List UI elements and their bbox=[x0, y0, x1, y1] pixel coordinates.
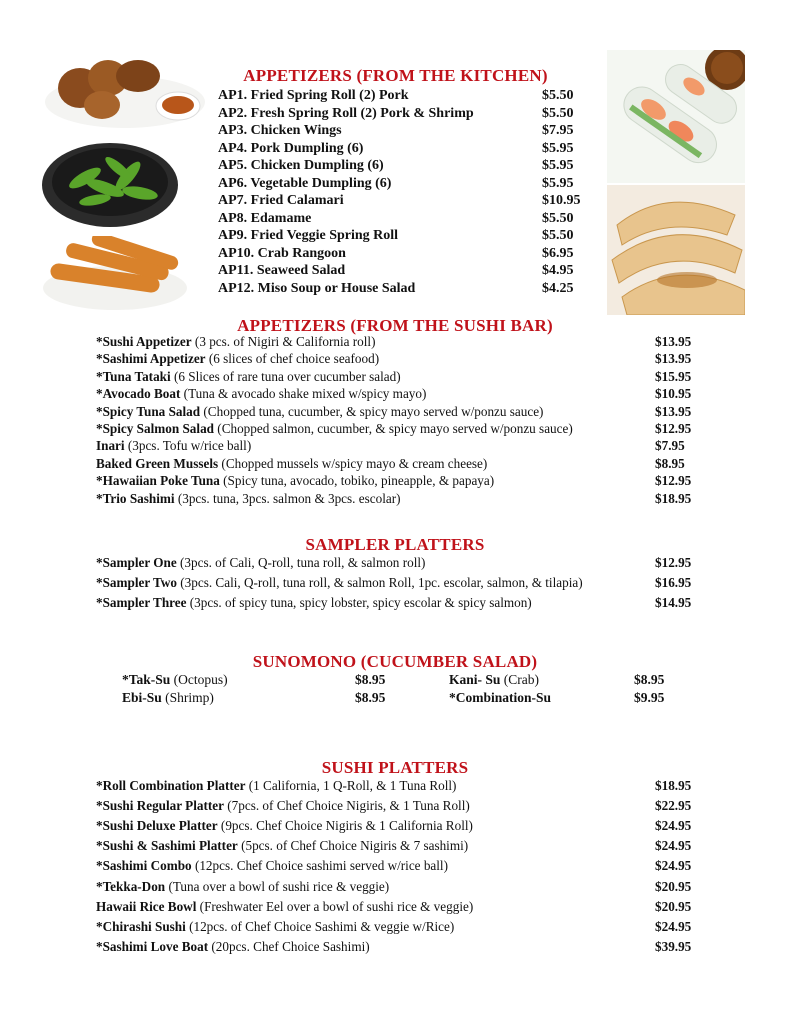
menu-item bbox=[96, 575, 583, 591]
menu-item-description: (3pcs. Cali, Q-roll, tuna roll, & salmon Roll, 1pc. escolar, salmon, & tilapia) bbox=[180, 575, 583, 590]
menu-item-description: (6 Slices of rare tuna over cucumber salad) bbox=[173, 368, 401, 384]
menu-item bbox=[96, 798, 470, 814]
sunomono-price: $8.95 bbox=[355, 690, 386, 705]
menu-item-description: (20pcs. Chef Choice Sashimi) bbox=[211, 938, 370, 954]
menu-item-name: AP10. Crab Rangoon bbox=[218, 245, 346, 261]
menu-item-row bbox=[0, 838, 791, 856]
menu-item-price: $5.50 bbox=[542, 210, 574, 226]
sushi-platters-section-title: SUSHI PLATTERS bbox=[321, 758, 469, 777]
menu-item bbox=[218, 88, 409, 104]
menu-item-description: (Chopped tuna, cucumber, & spicy mayo served w/ponzu sauce) bbox=[203, 403, 544, 419]
menu-item-row bbox=[0, 595, 791, 613]
menu-item-description: (6 slices of chef choice seafood) bbox=[208, 351, 380, 367]
menu-item-price: $18.95 bbox=[655, 778, 692, 793]
menu-item bbox=[96, 351, 379, 367]
menu-item-price: $24.95 bbox=[655, 858, 692, 874]
menu-item-row bbox=[0, 899, 791, 917]
menu-item-price: $20.95 bbox=[655, 878, 692, 894]
menu-item-row bbox=[0, 919, 791, 937]
menu-item-row bbox=[0, 369, 791, 387]
menu-item-name: Inari bbox=[96, 438, 125, 454]
sampler-menu-list bbox=[0, 555, 791, 617]
menu-item-row bbox=[0, 939, 791, 957]
menu-item-description: (Tuna & avocado shake mixed w/spicy mayo) bbox=[183, 386, 427, 402]
menu-item-price: $12.95 bbox=[655, 555, 692, 570]
menu-item-name: *Sashimi Love Boat bbox=[96, 938, 209, 954]
menu-item-price: $13.95 bbox=[655, 351, 692, 367]
menu-item bbox=[96, 456, 487, 472]
sunomono-price: $8.95 bbox=[634, 672, 665, 687]
menu-item bbox=[96, 491, 401, 507]
sushi-bar-menu-list bbox=[0, 334, 791, 514]
menu-item bbox=[96, 595, 532, 611]
menu-item-description: (3pcs. tuna, 3pcs. salmon & 3pcs. escolar) bbox=[177, 490, 401, 506]
menu-item-name: AP11. Seaweed Salad bbox=[218, 263, 346, 278]
menu-item bbox=[218, 211, 311, 227]
menu-item-name: *Chirashi Sushi bbox=[96, 918, 186, 934]
menu-item-price: $18.95 bbox=[655, 490, 692, 506]
menu-item-row bbox=[0, 456, 791, 474]
menu-item-description: (3pcs. Tofu w/rice ball) bbox=[127, 438, 252, 454]
menu-item-price: $16.95 bbox=[655, 575, 692, 590]
menu-item bbox=[218, 228, 398, 244]
menu-item-description: (9pcs. Chef Choice Nigiris & 1 California Roll) bbox=[220, 818, 473, 834]
menu-item-description: (12pcs. Chef Choice sashimi served w/rice ball) bbox=[194, 858, 448, 874]
menu-item-row bbox=[0, 263, 791, 281]
menu-item bbox=[96, 899, 473, 915]
menu-item-price: $4.25 bbox=[542, 280, 574, 296]
menu-item-row bbox=[0, 176, 791, 194]
sunomono-section-title: SUNOMONO (CUCUMBER SALAD) bbox=[252, 652, 538, 671]
menu-item bbox=[218, 106, 474, 122]
menu-item-price: $22.95 bbox=[655, 798, 692, 814]
menu-item-row bbox=[0, 818, 791, 836]
menu-item-name: *Spicy Tuna Salad bbox=[96, 403, 201, 419]
menu-item-name: *Sushi Deluxe Platter bbox=[96, 818, 218, 834]
menu-item-price: $14.95 bbox=[655, 595, 692, 610]
menu-item bbox=[96, 818, 473, 834]
menu-item-row bbox=[0, 491, 791, 509]
menu-item-price: $8.95 bbox=[655, 455, 685, 471]
menu-item-price: $7.95 bbox=[542, 123, 574, 138]
menu-item-price: $5.95 bbox=[542, 175, 574, 191]
menu-item-description: (3pcs. of spicy tuna, spicy lobster, spicy escolar & spicy salmon) bbox=[189, 595, 532, 610]
menu-item-row bbox=[0, 421, 791, 439]
menu-item-row bbox=[0, 438, 791, 456]
menu-item-row bbox=[0, 334, 791, 352]
sunomono-price: $9.95 bbox=[634, 690, 665, 705]
menu-item bbox=[96, 421, 573, 437]
menu-item-price: $20.95 bbox=[655, 898, 692, 914]
menu-item-name: *Sampler One bbox=[96, 555, 177, 570]
menu-item-name: AP7. Fried Calamari bbox=[218, 193, 344, 208]
menu-item-name: *Sushi Regular Platter bbox=[96, 798, 224, 814]
menu-item-name: *Sushi Appetizer bbox=[96, 334, 192, 349]
menu-item-price: $39.95 bbox=[655, 938, 692, 954]
menu-item-row bbox=[0, 404, 791, 422]
menu-item-description: (7pcs. of Chef Choice Nigiris, & 1 Tuna Roll) bbox=[227, 798, 470, 814]
menu-item-description: (3 pcs. of Nigiri & California roll) bbox=[194, 334, 376, 349]
kitchen-section-title: APPETIZERS (FROM THE KITCHEN) bbox=[243, 66, 548, 85]
menu-item bbox=[96, 438, 251, 454]
menu-item-row bbox=[0, 351, 791, 369]
menu-item-name: AP12. Miso Soup or House Salad bbox=[218, 280, 416, 296]
sunomono-item: *Tak-Su (Octopus) bbox=[122, 672, 228, 687]
menu-item-price: $5.95 bbox=[542, 140, 574, 156]
menu-item-row bbox=[0, 858, 791, 876]
menu-item-name: AP3. Chicken Wings bbox=[218, 123, 342, 138]
menu-item-name: AP5. Chicken Dumpling (6) bbox=[218, 158, 384, 173]
menu-item bbox=[218, 158, 384, 174]
menu-item-row bbox=[0, 473, 791, 491]
menu-item-row bbox=[0, 778, 791, 796]
menu-item-row bbox=[0, 798, 791, 816]
menu-item-name: AP8. Edamame bbox=[218, 210, 312, 226]
menu-item-row bbox=[0, 123, 791, 141]
menu-item bbox=[218, 193, 344, 209]
menu-item-price: $7.95 bbox=[655, 438, 685, 454]
menu-item-price: $5.95 bbox=[542, 158, 574, 173]
menu-item-description: (3pcs. of Cali, Q-roll, tuna roll, & salmon roll) bbox=[180, 555, 426, 570]
menu-item-name: *Sashimi Appetizer bbox=[96, 351, 206, 367]
menu-item-row bbox=[0, 193, 791, 211]
menu-item-name: AP4. Pork Dumpling (6) bbox=[218, 140, 364, 156]
menu-item-price: $24.95 bbox=[655, 838, 692, 854]
menu-item bbox=[96, 334, 375, 350]
menu-item-name: *Tekka-Don bbox=[96, 878, 166, 894]
menu-item bbox=[96, 404, 543, 420]
menu-item-name: *Roll Combination Platter bbox=[96, 778, 246, 793]
menu-item bbox=[218, 123, 342, 139]
menu-item bbox=[96, 555, 425, 571]
menu-item-price: $13.95 bbox=[655, 334, 692, 349]
menu-item bbox=[218, 246, 346, 262]
menu-item-price: $12.95 bbox=[655, 473, 692, 489]
menu-item bbox=[96, 369, 401, 385]
menu-item bbox=[218, 263, 345, 279]
menu-item-price: $5.50 bbox=[542, 105, 574, 121]
menu-item-name: *Sushi & Sashimi Platter bbox=[96, 838, 238, 854]
menu-item-name: *Hawaiian Poke Tuna bbox=[96, 473, 220, 489]
menu-item-row bbox=[0, 575, 791, 593]
menu-item-row bbox=[0, 158, 791, 176]
menu-item-name: *Spicy Salmon Salad bbox=[96, 421, 214, 436]
menu-item-description: (1 California, 1 Q-Roll, & 1 Tuna Roll) bbox=[248, 778, 457, 793]
menu-item bbox=[96, 919, 454, 935]
menu-item-description: (Chopped mussels w/spicy mayo & cream cheese) bbox=[221, 455, 488, 471]
menu-item-description: (Freshwater Eel over a bowl of sushi rice & veggie) bbox=[199, 898, 474, 914]
kitchen-menu-list bbox=[0, 88, 791, 303]
menu-item-name: *Tuna Tataki bbox=[96, 368, 171, 384]
sunomono-item: Ebi-Su (Shrimp) bbox=[122, 690, 214, 705]
menu-item-name: *Sashimi Combo bbox=[96, 858, 192, 874]
sampler-section-title: SAMPLER PLATTERS bbox=[305, 535, 485, 554]
menu-item-name: *Sampler Three bbox=[96, 595, 187, 610]
menu-item-name: Hawaii Rice Bowl bbox=[96, 898, 197, 914]
menu-item bbox=[96, 838, 468, 854]
menu-item-price: $10.95 bbox=[655, 386, 692, 402]
menu-item-price: $15.95 bbox=[655, 368, 692, 384]
menu-item-name: Baked Green Mussels bbox=[96, 455, 219, 471]
menu-item bbox=[218, 176, 391, 192]
menu-item-row bbox=[0, 211, 791, 229]
menu-item-description: (12pcs. of Chef Choice Sashimi & veggie w/Rice) bbox=[189, 918, 455, 934]
menu-item-name: AP2. Fresh Spring Roll (2) Pork & Shrimp bbox=[218, 105, 474, 121]
menu-item bbox=[96, 858, 448, 874]
menu-item bbox=[96, 473, 494, 489]
menu-item-row bbox=[0, 228, 791, 246]
sunomono-item: *Combination-Su bbox=[449, 690, 552, 705]
menu-item-name: AP9. Fried Veggie Spring Roll bbox=[218, 228, 399, 243]
menu-item-price: $13.95 bbox=[655, 403, 692, 419]
sunomono-price: $8.95 bbox=[355, 672, 386, 687]
menu-item-row bbox=[0, 281, 791, 299]
menu-item bbox=[218, 141, 363, 157]
menu-item-row bbox=[0, 106, 791, 124]
menu-item-description: (5pcs. of Chef Choice Nigiris & 7 sashimi) bbox=[241, 838, 469, 854]
sushi-bar-section-title: APPETIZERS (FROM THE SUSHI BAR) bbox=[237, 316, 553, 335]
menu-item-name: *Avocado Boat bbox=[96, 386, 181, 402]
menu-item bbox=[96, 879, 389, 895]
sushi-platters-menu-list bbox=[0, 778, 791, 963]
menu-item-row bbox=[0, 555, 791, 573]
menu-item-price: $5.50 bbox=[542, 228, 574, 243]
menu-item-name: *Trio Sashimi bbox=[96, 490, 175, 506]
menu-item-row bbox=[0, 879, 791, 897]
menu-item-description: (Chopped salmon, cucumber, & spicy mayo served w/ponzu sauce) bbox=[217, 421, 573, 436]
menu-item-name: AP6. Vegetable Dumpling (6) bbox=[218, 175, 392, 191]
menu-item bbox=[96, 939, 370, 955]
menu-item-row bbox=[0, 246, 791, 264]
menu-item-row bbox=[0, 88, 791, 106]
sunomono-item: Kani- Su (Crab) bbox=[449, 672, 540, 687]
menu-item-name: *Sampler Two bbox=[96, 575, 177, 590]
menu-item-row bbox=[0, 141, 791, 159]
menu-item-price: $24.95 bbox=[655, 918, 692, 934]
menu-item-name: AP1. Fried Spring Roll (2) Pork bbox=[218, 88, 409, 103]
menu-item-description: (Tuna over a bowl of sushi rice & veggie) bbox=[168, 878, 390, 894]
menu-item-description: (Spicy tuna, avocado, tobiko, pineapple, & papaya) bbox=[223, 473, 495, 489]
menu-item-price: $10.95 bbox=[542, 193, 581, 208]
menu-item-price: $4.95 bbox=[542, 263, 574, 278]
menu-item-price: $12.95 bbox=[655, 421, 692, 436]
menu-item bbox=[218, 281, 415, 297]
menu-item-row bbox=[0, 386, 791, 404]
menu-item-price: $6.95 bbox=[542, 245, 574, 261]
menu-item bbox=[96, 778, 456, 794]
menu-item-price: $24.95 bbox=[655, 818, 692, 834]
menu-item bbox=[96, 386, 426, 402]
menu-item-price: $5.50 bbox=[542, 88, 574, 103]
